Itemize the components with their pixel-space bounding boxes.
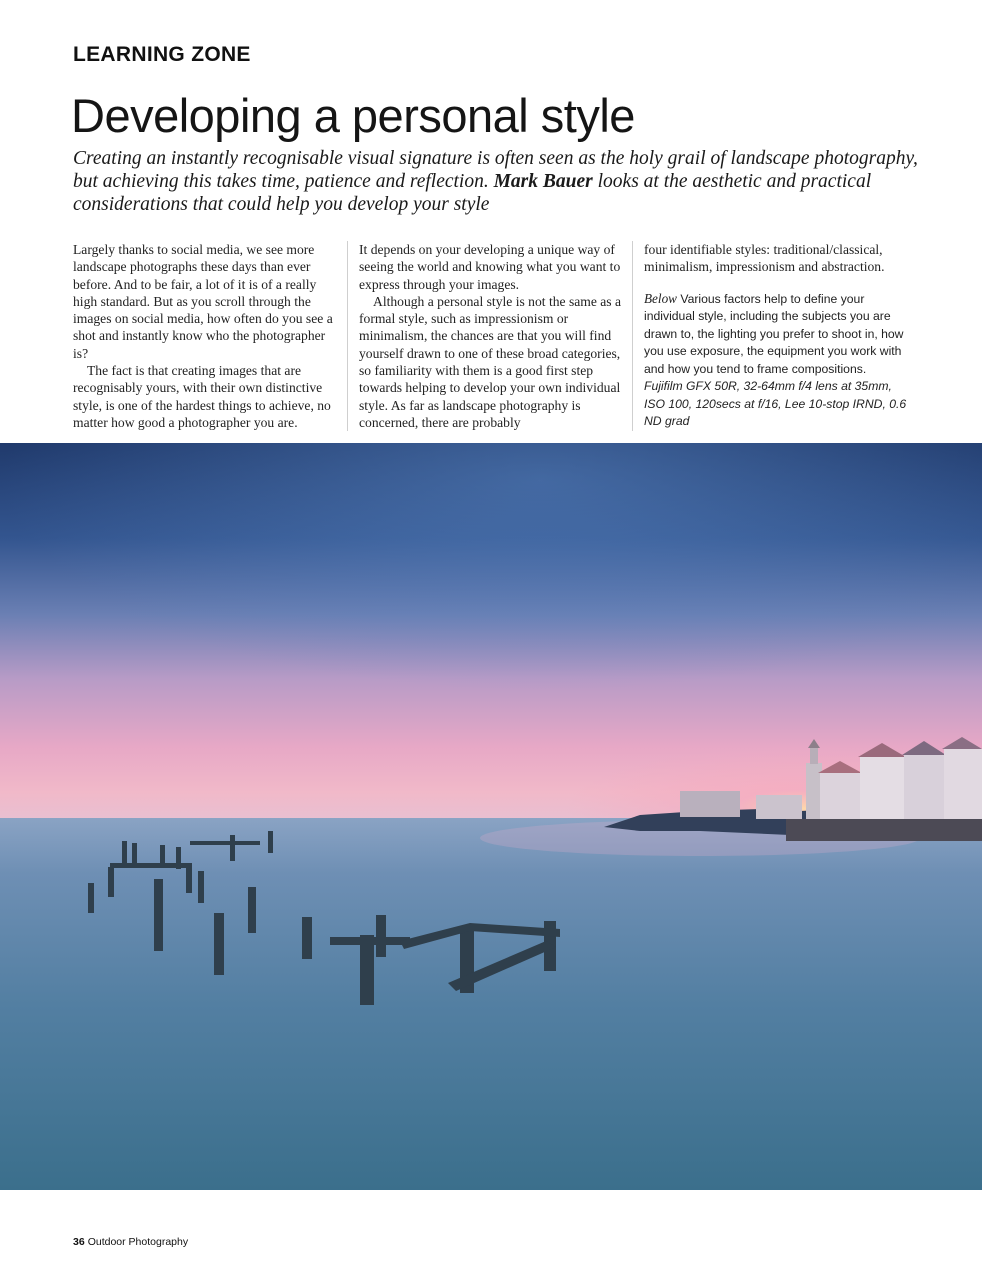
- body-column-1: [73, 241, 335, 431]
- body-paragraph: It depends on your developing a unique way of seeing the world and knowing what you want to express through your images.: [359, 242, 621, 292]
- magazine-name: Outdoor Photography: [87, 1236, 189, 1248]
- section-label: LEARNING ZONE: [73, 43, 251, 66]
- caption-lead: Below: [644, 290, 677, 306]
- page-footer: [73, 1236, 188, 1248]
- standfirst-text: Creating an instantly recognisable visual signature is often seen as the holy grail of landscape photography, but achieving this takes time, patience and reflection.: [73, 148, 918, 192]
- body-paragraph: four identifiable styles: traditional/classical, minimalism, impressionism and abstraction.: [644, 242, 885, 275]
- body-column-2: [347, 241, 635, 431]
- standfirst-text-end: looks at the aesthetic and practical considerations that could help you develop your style: [73, 171, 872, 215]
- body-paragraph: The fact is that creating images that are recognisably yours, with their own distinctive style, is one of the hardest things to achieve, no matter how good a photographer you are.: [73, 363, 331, 430]
- page-number: 36: [73, 1236, 85, 1248]
- body-paragraph: Largely thanks to social media, we see more landscape photographs these days than ever before. And to be fair, a lot of it is of a really high standard. But as you scroll through the images on social media, how often do you see a shot and instantly know who the photographer is?: [73, 242, 333, 361]
- caption-tech-details: Fujifilm GFX 50R, 32-64mm f/4 lens at 35mm, ISO 100, 120secs at f/16, Lee 10-stop IRND, 0.6 ND grad: [644, 379, 907, 429]
- landscape-photo: [0, 443, 982, 1190]
- standfirst: [73, 147, 923, 216]
- headline: Developing a personal style: [71, 89, 635, 142]
- photo-caption: [644, 290, 916, 431]
- author-name: Mark Bauer: [493, 171, 593, 192]
- body-column-3: [632, 241, 916, 431]
- caption-text: Various factors help to define your individual style, including the subjects you are drawn to, the lighting you prefer to shoot in, how you use exposure, the equipment you work with and how you tend to frame compositions.: [644, 291, 904, 376]
- body-paragraph: Although a personal style is not the same as a formal style, such as impressionism or minimalism, the chances are that you will find yourself drawn to one of these broad categories, so familiarity with them is a good first step towards helping to develop your own individual style. As far as landscape photography is concerned, there are probably: [359, 293, 622, 430]
